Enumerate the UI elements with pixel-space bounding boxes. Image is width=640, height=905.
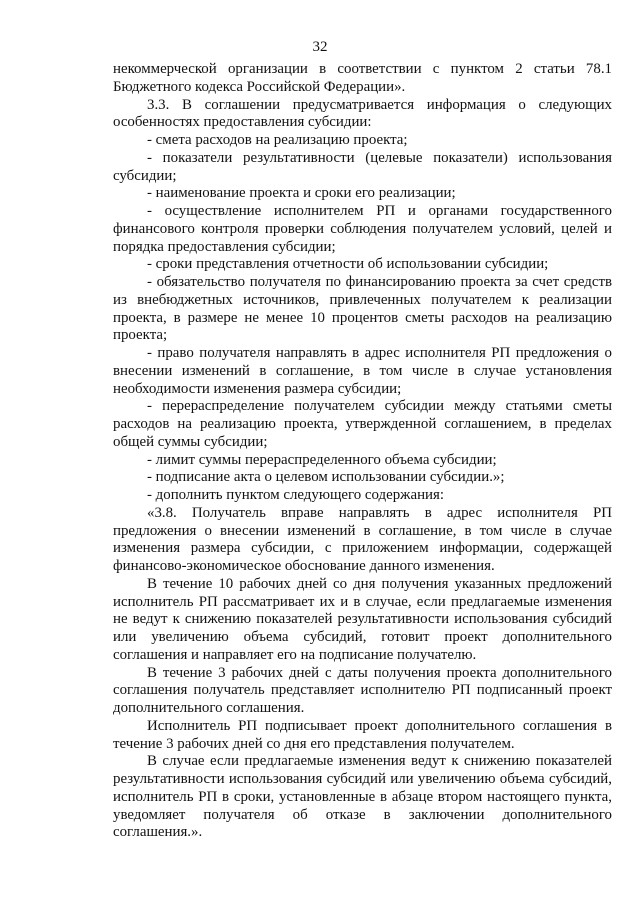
paragraph: некоммерческой организации в соответствии с пунктом 2 статьи 78.1 Бюджетного кодекса Российской Федерации».	[113, 61, 612, 95]
paragraph: Исполнитель РП подписывает проект дополнительного соглашения в течение 3 рабочих дней со дня его представления получателем.	[113, 717, 612, 752]
list-item: - сроки представления отчетности об использовании субсидии;	[147, 256, 549, 273]
list-item: - перераспределение получателем субсидии между статьями сметы расходов на реализацию проекта, утвержденной соглашением, в пределах общей суммы субсидии;	[113, 398, 612, 450]
list-item: - подписание акта о целевом использовании субсидии.»;	[147, 469, 505, 486]
paragraph: В течение 3 рабочих дней с даты получения проекта дополнительного соглашения получатель представляет исполнителю РП подписанный проект дополнительного соглашения.	[113, 664, 612, 716]
paragraph: 3.3. В соглашении предусматривается информация о следующих особенностях предоставления субсидии:	[113, 96, 612, 131]
paragraph: В течение 10 рабочих дней со дня получения указанных предложений исполнитель РП рассматривает их и в случае, если предлагаемые изменения не ведут к снижению показателей результативности использования субсидий или увеличению объема субсидий, готовит проект дополнительного соглашения и направляет его на подписание получателю.	[113, 575, 612, 663]
list-item: - наименование проекта и сроки его реализации;	[147, 185, 456, 202]
list-item: - лимит суммы перераспределенного объема субсидии;	[147, 451, 497, 468]
list-item: - право получателя направлять в адрес исполнителя РП предложения о внесении изменений в соглашение, в том числе в случае установления необходимости изменения размера субсидии;	[113, 345, 612, 397]
page-number: 32	[312, 39, 328, 55]
list-item: - показатели результативности (целевые показатели) использования субсидии;	[113, 149, 612, 184]
list-item: - дополнить пунктом следующего содержания:	[147, 487, 445, 503]
paragraph: «3.8. Получатель вправе направлять в адрес исполнителя РП предложения о внесении изменений в соглашение, в том числе в случае изменения размера субсидии, с приложением информации, содержащей финансово-экономическое обоснование данного изменения.	[113, 504, 612, 574]
paragraph: В случае если предлагаемые изменения ведут к снижению показателей результативности использования субсидий или увеличению объема субсидий, исполнитель РП в сроки, установленные в абзаце втором настоящего пункта, уведомляет получателя об отказе в заключении дополнительного соглашения.».	[113, 753, 612, 841]
list-item: - обязательство получателя по финансированию проекта за счет средств из внебюджетных источников, привлеченных получателем к реализации проекта, в размере не менее 10 процентов сметы расходов на реализацию проекта;	[113, 274, 612, 344]
list-item: - осуществление исполнителем РП и органами государственного финансового контроля проверки соблюдения получателем условий, целей и порядка предоставления субсидии;	[113, 203, 612, 255]
document-body	[113, 61, 612, 842]
list-item: - смета расходов на реализацию проекта;	[147, 132, 408, 148]
